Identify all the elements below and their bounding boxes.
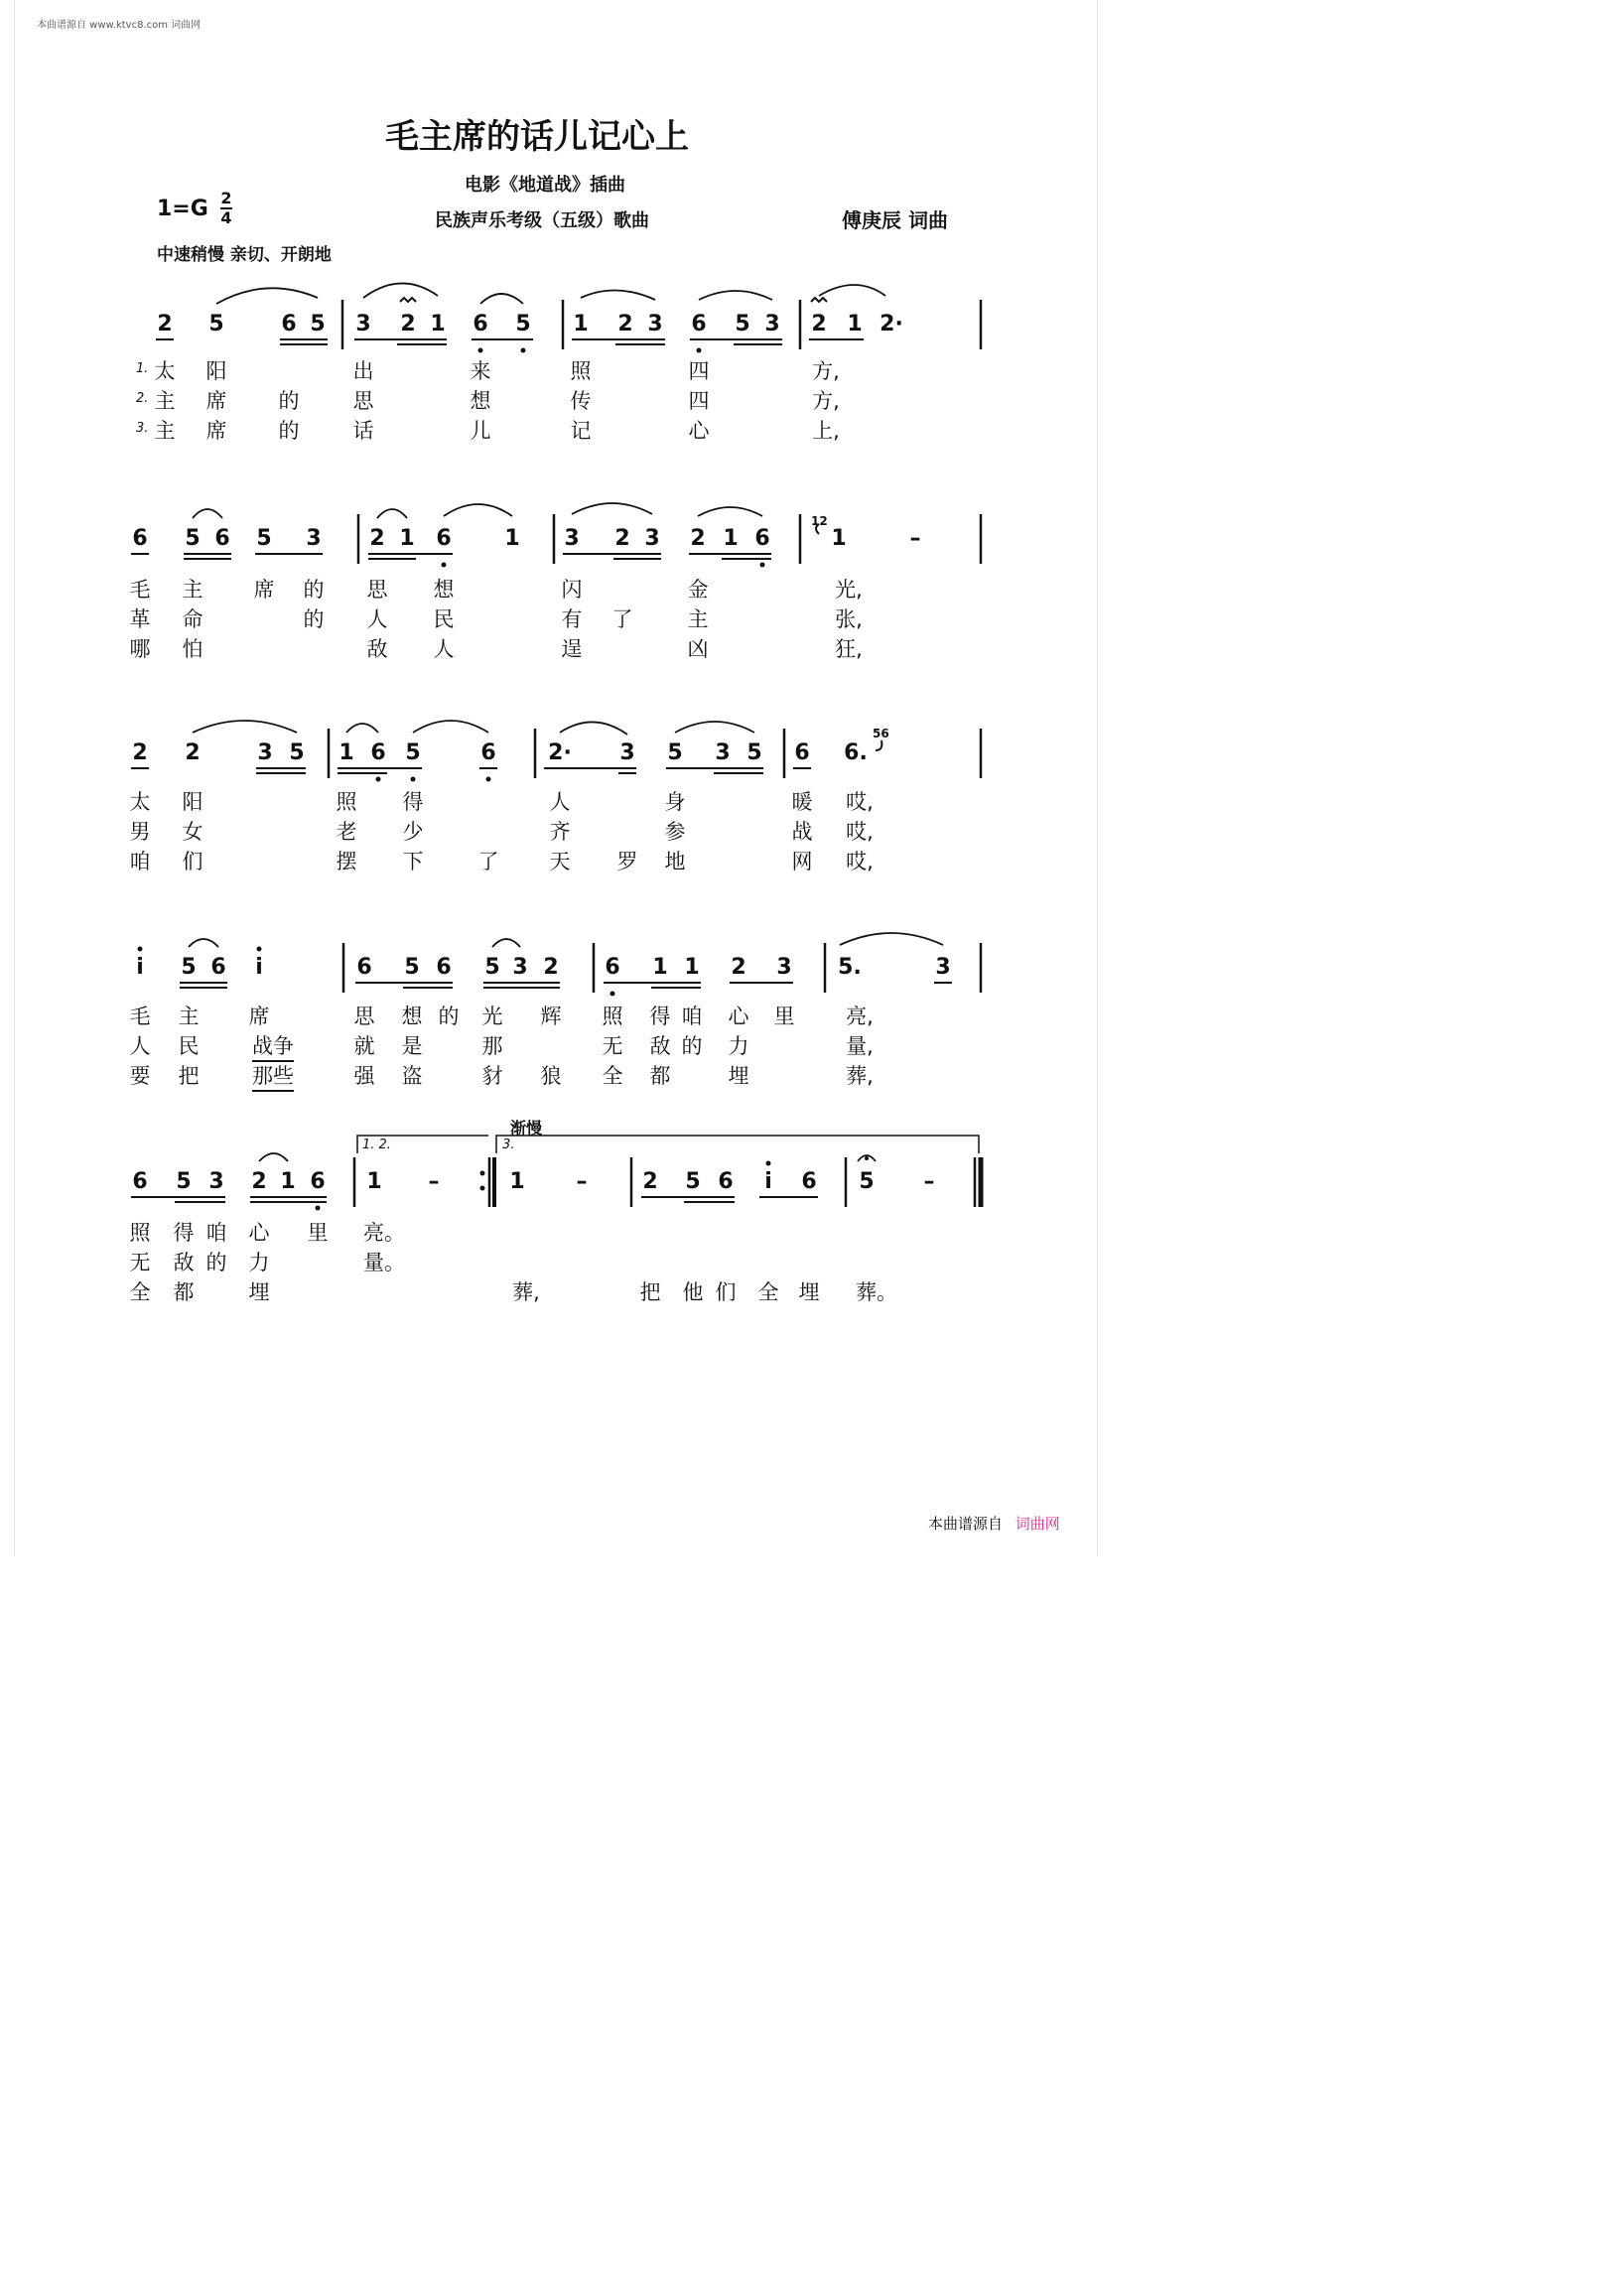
note: 2 (617, 312, 633, 336)
lyric: 话 (352, 419, 374, 443)
lyric: 齐 (549, 820, 571, 844)
lyric: 摆 (336, 850, 357, 873)
lyric: 主 (178, 1005, 200, 1028)
lyric: 想 (401, 1005, 423, 1028)
lyric: 咱 (129, 850, 151, 873)
note: 5 (685, 1169, 701, 1194)
lyric: 强 (353, 1064, 375, 1088)
lyric: 敌 (173, 1251, 195, 1274)
lyric: 亮。 (363, 1221, 405, 1245)
lyric: 葬。 (856, 1280, 897, 1304)
footer (928, 1513, 1060, 1534)
note: 6 (214, 526, 230, 551)
note: 6 (480, 740, 496, 765)
notation-graphics (0, 0, 1112, 1556)
lyric: 得 (649, 1005, 671, 1028)
watermark-top: 本曲谱源自 www.ktvc8.com 词曲网 (37, 20, 202, 31)
credits: 傅庚辰 词曲 (842, 208, 948, 232)
lyric: 心 (728, 1005, 749, 1028)
lyric: 战争 (252, 1030, 294, 1062)
note: 3 (935, 955, 951, 980)
note: – (923, 1169, 935, 1194)
note: 2 (400, 312, 416, 336)
lyric: 张, (835, 607, 863, 631)
note: 5 (404, 955, 420, 980)
lyric: 狼 (540, 1064, 562, 1088)
note: 1 (509, 1169, 525, 1194)
lyric: 出 (352, 359, 374, 383)
note: 5. (838, 955, 862, 980)
lyric: 得 (402, 790, 424, 814)
lyric: 毛 (129, 1005, 151, 1028)
lyric: 埋 (248, 1280, 270, 1304)
lyric: 了 (611, 607, 633, 631)
lyric: 哪 (129, 637, 151, 661)
note: 5 (746, 740, 762, 765)
lyric: 下 (402, 850, 424, 873)
note: 1 (338, 740, 354, 765)
note: 1 (366, 1169, 382, 1194)
lyric: 人 (129, 1034, 151, 1058)
note: 5 (405, 740, 421, 765)
lyric: 传 (570, 389, 592, 413)
lyric: 狂, (835, 637, 863, 661)
note: 6 (436, 526, 452, 551)
note: – (576, 1169, 588, 1194)
lyric: 主 (182, 578, 203, 602)
lyric: 照 (129, 1221, 151, 1245)
lyric: 就 (353, 1034, 375, 1058)
lyric: 思 (352, 389, 374, 413)
lyric: 把 (639, 1280, 661, 1304)
note: 6 (370, 740, 386, 765)
lyric: 全 (129, 1280, 151, 1304)
note: 6 (794, 740, 810, 765)
time-top: 2 (220, 189, 232, 207)
note: 6 (691, 312, 707, 336)
note: 2 (157, 312, 173, 336)
lyric: 那些 (252, 1060, 294, 1092)
lyric: 的 (278, 389, 300, 413)
note: 5 (310, 312, 326, 336)
lyric: 人 (433, 637, 455, 661)
ornaments (400, 298, 881, 750)
lyric: 闪 (561, 578, 583, 602)
note: 1 (430, 312, 446, 336)
lyric: 革 (129, 607, 151, 631)
lyric: 少 (402, 820, 424, 844)
note: 3 (306, 526, 322, 551)
note: 1 (573, 312, 589, 336)
note: 3 (208, 1169, 224, 1194)
note: 2 (369, 526, 385, 551)
note: 5 (176, 1169, 192, 1194)
lyric: 男 (129, 820, 151, 844)
volta-1-label: 1. 2. (362, 1138, 391, 1152)
lyric: 上, (812, 419, 840, 443)
lyric: 咱 (205, 1221, 227, 1245)
lyric: 盗 (401, 1064, 423, 1088)
note: 5 (667, 740, 683, 765)
lyric: 的 (303, 607, 325, 631)
lyric: 记 (570, 419, 592, 443)
note: 3 (776, 955, 792, 980)
note: 2 (251, 1169, 267, 1194)
note: 3 (715, 740, 731, 765)
lyric: 阳 (182, 790, 203, 814)
subtitle: 电影《地道战》插曲 (465, 175, 625, 196)
note: 1 (280, 1169, 296, 1194)
note: i (136, 955, 144, 980)
lyric: 方, (812, 389, 840, 413)
tempo-marking: 中速稍慢 亲切、开朗地 (157, 245, 332, 265)
lyric: 四 (688, 389, 710, 413)
note: 2 (543, 955, 559, 980)
lyric: 金 (687, 578, 709, 602)
note: 6 (310, 1169, 326, 1194)
lyric: 地 (664, 850, 686, 873)
note: 1 (504, 526, 520, 551)
lyric: 民 (433, 607, 455, 631)
note: 3 (564, 526, 580, 551)
lyric: 光 (481, 1005, 503, 1028)
lyric: 们 (182, 850, 203, 873)
note: 6 (132, 526, 148, 551)
lyric: 的 (205, 1251, 227, 1274)
lyric: 咱 (681, 1005, 703, 1028)
lyric: 照 (602, 1005, 623, 1028)
lyric: 埋 (798, 1280, 820, 1304)
footer-source: 本曲谱源自 (928, 1515, 1004, 1533)
note: 1 (652, 955, 668, 980)
note: 2· (548, 740, 572, 765)
lyric: 逞 (561, 637, 583, 661)
note: 1 (723, 526, 739, 551)
note: 3 (644, 526, 660, 551)
lyric: 葬, (846, 1064, 874, 1088)
note: 6 (356, 955, 372, 980)
lyric: 心 (688, 419, 710, 443)
note: 2 (132, 740, 148, 765)
lyric: 网 (791, 850, 813, 873)
lyric: 全 (602, 1064, 623, 1088)
lyric: 无 (129, 1251, 151, 1274)
lyric: 战 (791, 820, 813, 844)
lyric: 天 (549, 850, 571, 873)
note: 6 (473, 312, 488, 336)
lyric: 里 (773, 1005, 795, 1028)
lyric: 亮, (846, 1005, 874, 1028)
note: 3 (619, 740, 635, 765)
lyric: 太 (154, 359, 176, 383)
lyric: 席 (205, 389, 227, 413)
lyric: 得 (173, 1221, 195, 1245)
volta-2-label: 3. (502, 1138, 515, 1152)
lyric: 哎, (846, 850, 874, 873)
beam-lines (131, 339, 952, 1202)
note: – (909, 526, 921, 551)
lyric: 量, (846, 1034, 874, 1058)
note: 3 (355, 312, 371, 336)
lyric: 想 (433, 578, 455, 602)
lyric: 无 (602, 1034, 623, 1058)
note: 5 (735, 312, 750, 336)
lyric: 罗 (616, 850, 638, 873)
lyric: 毛 (129, 578, 151, 602)
lyric: 辉 (540, 1005, 562, 1028)
lyric: 主 (687, 607, 709, 631)
lyric: 老 (336, 820, 357, 844)
note: 3 (647, 312, 663, 336)
lyric: 把 (178, 1064, 200, 1088)
note: i (764, 1169, 772, 1194)
note: 1 (847, 312, 863, 336)
note: 6 (210, 955, 226, 980)
lyric: 暖 (791, 790, 813, 814)
lyric: 太 (129, 790, 151, 814)
note: 1 (684, 955, 700, 980)
note: 5 (289, 740, 305, 765)
note: 6 (754, 526, 770, 551)
lyric: 有 (561, 607, 583, 631)
lyric: 哎, (846, 820, 874, 844)
lyric: 心 (248, 1221, 270, 1245)
lyric: 力 (728, 1034, 749, 1058)
lyric: 女 (182, 820, 203, 844)
lyric: 照 (570, 359, 592, 383)
song-title: 毛主席的话儿记心上 (385, 117, 689, 157)
volta-bracket (357, 1136, 488, 1153)
lyric: 埋 (728, 1064, 749, 1088)
lyric: 的 (278, 419, 300, 443)
note: 6 (718, 1169, 734, 1194)
note: 2· (880, 312, 903, 336)
lyric: 民 (178, 1034, 200, 1058)
lyric: 席 (253, 578, 275, 602)
verse-number: 2. (136, 391, 149, 406)
note: 5 (484, 955, 500, 980)
lyric: 豺 (481, 1064, 503, 1088)
note: 6 (281, 312, 297, 336)
note: 5 (181, 955, 197, 980)
lyric: 阳 (205, 359, 227, 383)
lyric: 的 (681, 1034, 703, 1058)
lyric: 四 (688, 359, 710, 383)
lyric: 席 (205, 419, 227, 443)
note: 5 (185, 526, 201, 551)
lyric: 都 (173, 1280, 195, 1304)
lyric: 们 (715, 1280, 737, 1304)
note: 6 (801, 1169, 817, 1194)
lyric: 主 (154, 389, 176, 413)
lyric: 参 (664, 820, 686, 844)
lyric: 的 (438, 1005, 460, 1028)
note: 3 (257, 740, 273, 765)
note: 2 (642, 1169, 658, 1194)
note: 3 (764, 312, 780, 336)
lyric: 的 (303, 578, 325, 602)
note: 2 (811, 312, 827, 336)
lyric: 思 (366, 578, 388, 602)
lyric: 敌 (649, 1034, 671, 1058)
lyric: 来 (470, 359, 491, 383)
note: 5 (256, 526, 272, 551)
note: 3 (512, 955, 528, 980)
lyric: 哎, (846, 790, 874, 814)
key-signature: 1=G (157, 197, 208, 221)
lyric: 了 (477, 850, 499, 873)
note: 5 (208, 312, 224, 336)
lyric: 敌 (366, 637, 388, 661)
lyric: 身 (664, 790, 686, 814)
lyric: 要 (129, 1064, 151, 1088)
volta-bracket (496, 1136, 979, 1153)
lyric: 里 (307, 1221, 329, 1245)
note: 2 (185, 740, 201, 765)
tempo-change: 渐慢 (510, 1119, 543, 1138)
note: 5 (515, 312, 531, 336)
note: 2 (731, 955, 746, 980)
note: 1 (831, 526, 847, 551)
lyric: 儿 (470, 419, 491, 443)
lyric: 照 (336, 790, 357, 814)
note: 6 (132, 1169, 148, 1194)
note: i (255, 955, 263, 980)
lyric: 他 (682, 1280, 704, 1304)
lyric: 主 (154, 419, 176, 443)
lyric: 都 (649, 1064, 671, 1088)
time-bottom: 4 (220, 208, 232, 227)
repeat-dots (480, 1171, 485, 1191)
verse-number: 1. (136, 361, 149, 376)
lyric: 命 (182, 607, 203, 631)
footer-site-link[interactable]: 词曲网 (1015, 1515, 1060, 1533)
octave-dots (138, 348, 771, 1211)
lyric: 葬, (512, 1280, 540, 1304)
lyric: 全 (757, 1280, 779, 1304)
grace-note: 12 (811, 514, 828, 528)
grace-note: 56 (873, 727, 889, 740)
lyric: 怕 (182, 637, 203, 661)
lyric: 席 (248, 1005, 270, 1028)
lyric: 想 (470, 389, 491, 413)
note: 1 (399, 526, 415, 551)
fermata-icon (858, 1155, 876, 1161)
lyric: 人 (549, 790, 571, 814)
lyric: 思 (353, 1005, 375, 1028)
note: 6 (436, 955, 452, 980)
note: 6 (605, 955, 620, 980)
slurs (189, 283, 943, 1161)
note: 5 (859, 1169, 875, 1194)
note: – (428, 1169, 440, 1194)
category: 民族声乐考级（五级）歌曲 (435, 210, 649, 231)
lyric: 量。 (363, 1251, 405, 1274)
note: 6. (844, 740, 868, 765)
lyric: 力 (248, 1251, 270, 1274)
note: 2 (690, 526, 706, 551)
lyric: 凶 (687, 637, 709, 661)
note: 2 (614, 526, 630, 551)
lyric: 是 (401, 1034, 423, 1058)
lyric: 方, (812, 359, 840, 383)
lyric: 那 (481, 1034, 503, 1058)
verse-number: 3. (136, 421, 149, 436)
lyric: 人 (366, 607, 388, 631)
lyric: 光, (835, 578, 863, 602)
